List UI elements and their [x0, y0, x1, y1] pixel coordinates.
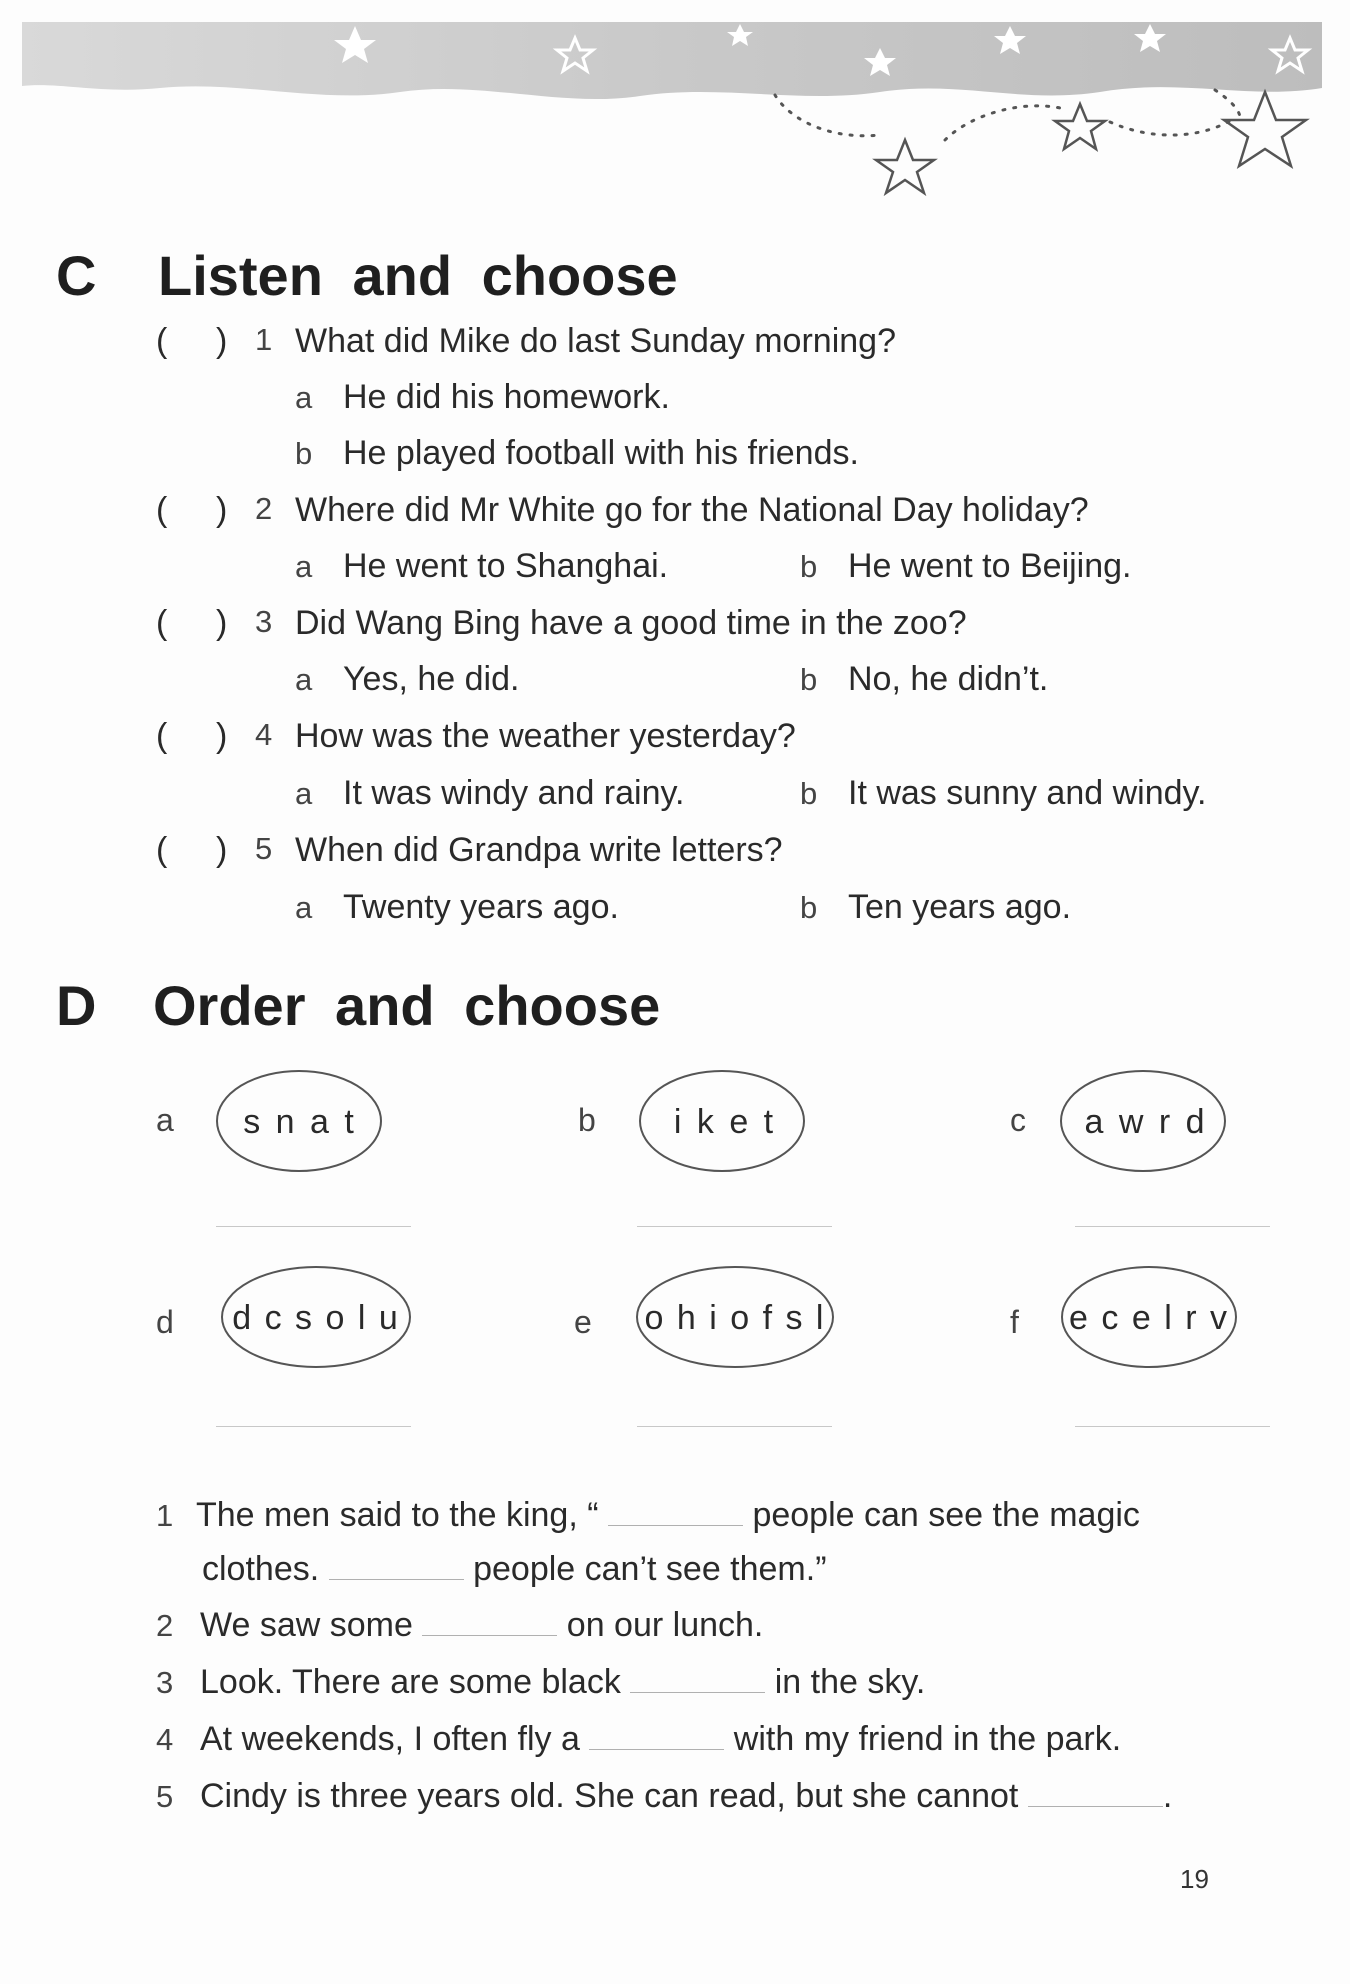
question-number: 5 — [255, 831, 273, 866]
sentence-blank[interactable] — [422, 1607, 557, 1636]
sentence-text: on our lunch. — [566, 1606, 764, 1644]
answer-paren-close: ) — [216, 322, 228, 360]
sentence-text: Look. There are some black — [200, 1663, 621, 1701]
answer-paren-open[interactable]: ( — [156, 322, 168, 360]
option-label: a — [295, 662, 313, 697]
option-a[interactable] — [295, 774, 684, 824]
answer-paren-open[interactable]: ( — [156, 491, 168, 529]
answer-line-a[interactable] — [216, 1226, 411, 1227]
answer-paren-open[interactable]: ( — [156, 831, 168, 869]
question-text: How was the weather yesterday? — [295, 717, 796, 755]
answer-paren-close: ) — [216, 491, 228, 529]
option-label: a — [295, 549, 313, 584]
option-b[interactable] — [800, 774, 1206, 824]
sentence-blank[interactable] — [608, 1497, 743, 1526]
option-b[interactable] — [800, 547, 1132, 597]
sentence-blank[interactable] — [329, 1551, 464, 1580]
scrambled-word-c — [1058, 1068, 1228, 1174]
scrambled-letters: o h i o f s l — [644, 1299, 826, 1337]
option-text: He went to Shanghai. — [343, 547, 669, 585]
sentence-text: We saw some — [200, 1606, 413, 1644]
scrambled-word-d — [218, 1264, 414, 1370]
question-4 — [0, 717, 1350, 767]
word-label-d: d — [156, 1304, 174, 1340]
option-text: He played football with his friends. — [343, 434, 859, 472]
sentence-text: . — [1162, 1777, 1173, 1815]
option-text: It was sunny and windy. — [848, 774, 1207, 812]
sentence-2 — [156, 1606, 763, 1645]
option-label: a — [295, 380, 313, 415]
scrambled-word-b — [637, 1068, 807, 1174]
sentence-text: Cindy is three years old. She can read, but she cannot — [200, 1777, 1019, 1815]
option-text: He went to Beijing. — [848, 547, 1132, 585]
question-3 — [0, 604, 1350, 654]
scrambled-letters: e c e l r v — [1069, 1299, 1229, 1337]
section-d-title: Order and choose — [153, 974, 661, 1037]
answer-paren-close: ) — [216, 831, 228, 869]
section-c-letter: C — [56, 244, 97, 307]
word-label-b: b — [578, 1102, 596, 1138]
sentence-blank[interactable] — [1028, 1778, 1163, 1807]
answer-line-b[interactable] — [637, 1226, 832, 1227]
sentence-text: with my friend in the park. — [733, 1720, 1122, 1758]
option-a[interactable] — [295, 378, 670, 428]
option-text: No, he didn’t. — [848, 660, 1049, 698]
answer-paren-close: ) — [216, 604, 228, 642]
answer-line-f[interactable] — [1075, 1426, 1270, 1427]
option-label: b — [800, 662, 818, 697]
question-number: 2 — [255, 491, 273, 526]
option-text: Twenty years ago. — [343, 888, 619, 926]
scrambled-letters: a w r d — [1084, 1103, 1208, 1141]
sentence-4 — [156, 1720, 1121, 1759]
sentence-3 — [156, 1663, 925, 1702]
sentence-number: 4 — [156, 1722, 174, 1757]
star-banner — [0, 0, 1350, 220]
word-label-e: e — [574, 1304, 592, 1340]
option-text: Yes, he did. — [343, 660, 520, 698]
sentence-text: At weekends, I often fly a — [200, 1720, 580, 1758]
option-label: b — [295, 436, 313, 471]
question-text: Did Wang Bing have a good time in the zoo? — [295, 604, 967, 642]
answer-paren-open[interactable]: ( — [156, 604, 168, 642]
option-text: Ten years ago. — [848, 888, 1072, 926]
option-b[interactable] — [800, 660, 1048, 710]
question-number: 3 — [255, 604, 273, 639]
option-a[interactable] — [295, 660, 519, 710]
question-5 — [0, 831, 1350, 881]
option-text: It was windy and rainy. — [343, 774, 685, 812]
scrambled-word-e — [633, 1264, 838, 1370]
scrambled-word-f — [1058, 1264, 1240, 1370]
sentence-text: people can see the magic — [752, 1496, 1140, 1534]
option-b[interactable] — [295, 434, 859, 484]
sentence-text: The men said to the king, “ — [196, 1496, 599, 1534]
scrambled-letters: i k e t — [673, 1103, 777, 1141]
sentence-number: 1 — [156, 1498, 174, 1533]
question-text: What did Mike do last Sunday morning? — [295, 322, 896, 360]
option-a[interactable] — [295, 547, 668, 597]
question-number: 4 — [255, 717, 273, 752]
sentence-5 — [156, 1777, 1172, 1816]
option-label: a — [295, 776, 313, 811]
answer-paren-open[interactable]: ( — [156, 717, 168, 755]
answer-line-c[interactable] — [1075, 1226, 1270, 1227]
answer-paren-close: ) — [216, 717, 228, 755]
sentence-number: 5 — [156, 1779, 174, 1814]
sentence-blank[interactable] — [589, 1721, 724, 1750]
sentence-text: in the sky. — [774, 1663, 926, 1701]
section-d-letter: D — [56, 974, 97, 1037]
word-label-a: a — [156, 1102, 174, 1138]
sentence-1 — [156, 1496, 1140, 1535]
option-text: He did his homework. — [343, 378, 670, 416]
question-1 — [0, 322, 1350, 372]
question-text: When did Grandpa write letters? — [295, 831, 783, 869]
answer-line-d[interactable] — [216, 1426, 411, 1427]
option-label: b — [800, 549, 818, 584]
question-2 — [0, 491, 1350, 541]
sentence-number: 2 — [156, 1608, 174, 1643]
sentence-text: clothes. — [202, 1550, 320, 1588]
scrambled-letters: d c s o l u — [232, 1299, 400, 1337]
option-label: a — [295, 890, 313, 925]
sentence-blank[interactable] — [630, 1664, 765, 1693]
option-label: b — [800, 890, 818, 925]
question-number: 1 — [255, 322, 273, 357]
sentence-number: 3 — [156, 1665, 174, 1700]
sentence-text: people can’t see them.” — [473, 1550, 827, 1588]
option-b[interactable] — [800, 888, 1071, 938]
sentence-1-continued — [202, 1550, 827, 1589]
question-text: Where did Mr White go for the National Day holiday? — [295, 491, 1089, 529]
option-a[interactable] — [295, 888, 619, 938]
scrambled-letters: s n a t — [243, 1103, 357, 1141]
page-number: 19 — [1180, 1864, 1209, 1894]
word-label-c: c — [1010, 1102, 1026, 1138]
section-c-title: Listen and choose — [158, 244, 678, 307]
scrambled-word-a — [214, 1068, 384, 1174]
answer-line-e[interactable] — [637, 1426, 832, 1427]
word-label-f: f — [1010, 1304, 1019, 1340]
option-label: b — [800, 776, 818, 811]
